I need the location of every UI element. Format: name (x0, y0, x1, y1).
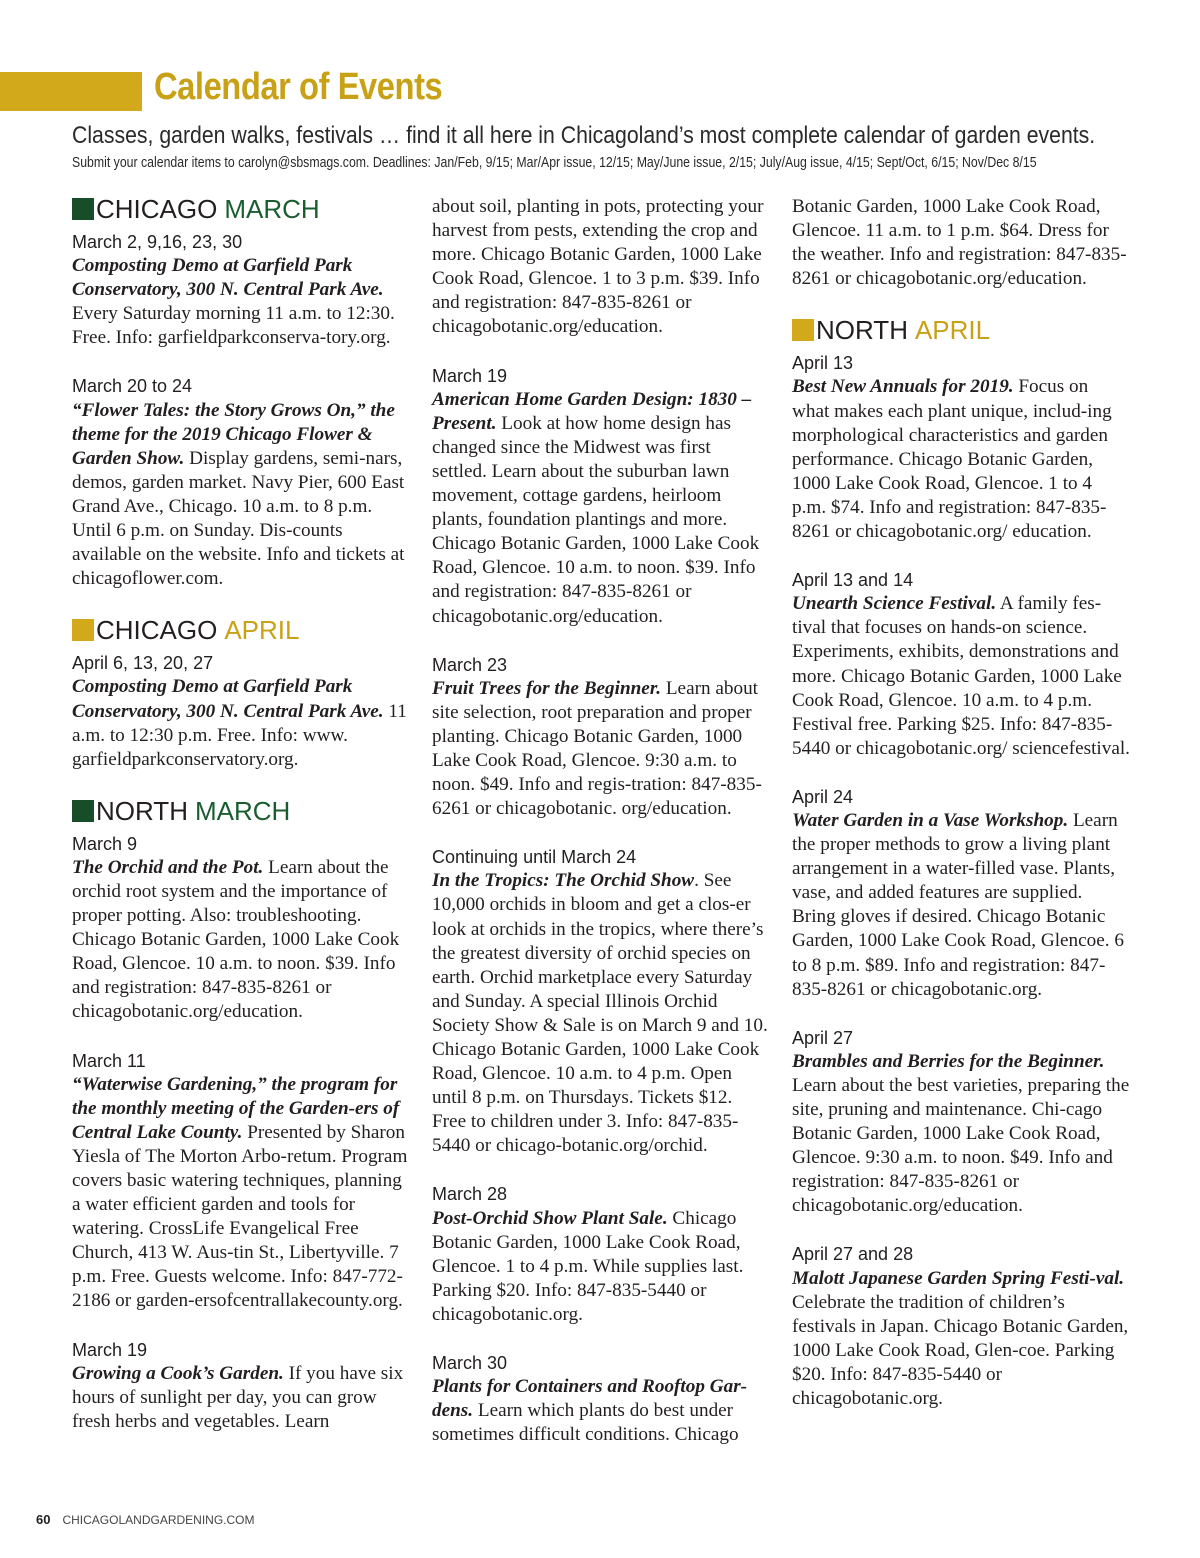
event-text (72, 1073, 410, 1314)
event-body: about soil, planting in pots, protecting your harvest from pests, extending the crop and more. Chicago Botanic Garden, 1000 Lake Cook Road, Glencoe. 1 to 3 p.m. $39. Info and registration: 847-835-8261 or chicagobotanic.org/education. (432, 196, 764, 338)
event-text (792, 592, 1130, 761)
event-title: In the Tropics: The Orchid Show (432, 870, 695, 892)
section-month: APRIL (224, 615, 300, 646)
column-1 (72, 194, 410, 1434)
section-marker-icon (72, 198, 94, 220)
event-text (72, 254, 410, 350)
event-text (432, 677, 770, 822)
section-month: MARCH (194, 795, 291, 826)
event-title: “Flower Tales: the Story Grows On,” the theme for the 2019 Chicago Flower & Garden Show. (72, 399, 395, 469)
event-body: Botanic Garden, 1000 Lake Cook Road, Glencoe. 11 a.m. to 1 p.m. $64. Dress for the weather. Info and registration: 847-835-8261 or chicagobotanic.org/education. (792, 196, 1127, 290)
event-body: Focus on what makes each plant unique, includ-ing morphological characteristics and garden performance. Chicago Botanic Garden, 1000 Lake Cook Road, Glencoe. 1 to 4 p.m. $74. Info and registration: 847-835-8261 or chicagobotanic.org/ education. (792, 376, 1112, 543)
event-body: Learn about the orchid root system and the importance of proper potting. Also: troubleshooting. Chicago Botanic Garden, 1000 Lake Cook Road, Glencoe. 10 a.m. to noon. $39. Info and registration: 847-835-8261 or chicagobotanic.org/education. (72, 856, 400, 1023)
event-item (792, 785, 1130, 1002)
event-title: Brambles and Berries for the Beginner. (792, 1050, 1105, 1072)
event-text (792, 809, 1130, 1002)
event-title: Malott Japanese Garden Spring Festi-val. (792, 1267, 1125, 1289)
event-item (792, 568, 1130, 761)
event-body: Learn about site selection, root preparation and proper planting. Chicago Botanic Garden, 1000 Lake Cook Road, Glencoe. 9:30 a.m. to noon. $49. Info and regis-tration: 847-835-6261 or chicagobotanic. org/education. (432, 677, 762, 820)
event-body: Display gardens, semi-nars, demos, garden market. Navy Pier, 600 East Grand Ave., Chicago. 10 a.m. to 8 p.m. Until 6 p.m. on Sunday. Dis-counts available on the website. Info and tickets at chicagoflower.com. (72, 447, 405, 590)
event-title: The Orchid and the Pot. (72, 856, 264, 878)
event-body: Learn about the best varieties, preparing the site, pruning and maintenance. Chi-cago Botanic Garden, 1000 Lake Cook Road, Glencoe. 9:30 a.m. to noon. $49. Info and registration: 847-835-8261 or chicagobotanic.org/education. (792, 1074, 1130, 1217)
page-title: Calendar of Events (154, 66, 443, 108)
event-text (432, 1207, 770, 1327)
section-month: APRIL (914, 315, 991, 346)
event-item (432, 1351, 770, 1447)
event-body: Chicago Botanic Garden, 1000 Lake Cook Road, Glencoe. 1 to 4 p.m. While supplies last. Parking $20. Info: 847-835-5440 or chicagobotanic.org. (432, 1207, 744, 1325)
event-item (432, 653, 770, 822)
event-date: March 20 to 24 (72, 376, 193, 397)
section-marker-icon (72, 800, 94, 822)
event-text (432, 869, 770, 1158)
event-item (792, 1242, 1130, 1411)
event-item (72, 1338, 410, 1434)
event-body: . See 10,000 orchids in bloom and get a clos-er look at orchids in the tropics, where there’s the greatest diversity of orchid species on earth. Orchid marketplace every Saturday and Sunday. A special Illinois Orchid Society Show & Sale is on March 9 and 10. Chicago Botanic Garden, 1000 Lake Cook Road, Glencoe. 10 a.m. to 4 p.m. Open until 8 p.m. on Thursdays. Tickets $12. Free to children under 3. Info: 847-835-5440 or chicago-botanic.org/orchid. (432, 870, 768, 1157)
event-item (792, 1026, 1130, 1219)
event-text (432, 388, 770, 629)
event-item (72, 1049, 410, 1314)
event-date: March 23 (432, 654, 508, 675)
event-title: Composting Demo at Garfield Park Conservatory, 300 N. Central Park Ave. (72, 255, 384, 301)
section-heading-chicago-april (72, 615, 410, 645)
event-date: April 24 (792, 786, 854, 807)
event-date: March 9 (72, 833, 138, 854)
event-body: Learn the proper methods to grow a living plant arrangement in a water-filled vase. Plants, vase, and added features are supplied. Bring gloves if desired. Chicago Botanic Garden, 1000 Lake Cook Road, Glencoe. 6 to 8 p.m. $89. Info and registration: 847-835-8261 or chicagobotanic.org. (792, 809, 1124, 1000)
section-city: CHICAGO (96, 615, 218, 646)
event-title: Composting Demo at Garfield Park Conservatory, 300 N. Central Park Ave. (72, 676, 384, 722)
event-date: April 13 and 14 (792, 570, 914, 591)
event-item (72, 651, 410, 771)
section-heading-north-april (792, 315, 1130, 345)
section-marker-icon (72, 619, 94, 641)
event-text (792, 1050, 1130, 1219)
event-body: 11 a.m. to 12:30 p.m. Free. Info: www. garfieldparkconservatory.org. (72, 700, 407, 770)
event-item (72, 832, 410, 1025)
event-body: Celebrate the tradition of children’s festivals in Japan. Chicago Botanic Garden, 1000 Lake Cook Road, Glen-coe. Parking $20. Info: 847-835-5440 or chicagobotanic.org. (792, 1291, 1129, 1410)
section-city: CHICAGO (96, 194, 218, 224)
section-heading-chicago-march (72, 194, 410, 224)
event-item (432, 364, 770, 629)
event-item (432, 845, 770, 1158)
section-city: NORTH (816, 315, 908, 346)
event-body: Look at how home design has changed since the Midwest was first settled. Learn about the suburban lawn movement, cottage gardens, heirloom plants, foundation plantings and more. Chicago Botanic Garden, 1000 Lake Cook Road, Glencoe. 10 a.m. to noon. $39. Info and registration: 847-835-8261 or chicagobotanic.org/education. (432, 412, 760, 627)
event-date: April 13 (792, 353, 854, 374)
event-title: Unearth Science Festival. (792, 593, 997, 615)
event-title: Water Garden in a Vase Workshop. (792, 809, 1069, 831)
page-number: 60 (36, 1512, 51, 1527)
event-date: March 19 (72, 1339, 148, 1360)
event-date: April 27 (792, 1027, 854, 1048)
submission-note: Submit your calendar items to carolyn@sbsmags.com. Deadlines: Jan/Feb, 9/15; Mar/Apr issue, 12/15; May/June issue, 2/15; July/Aug issue, 4/15; Sept/Oct, 6/15; Nov/Dec 8/15 (72, 155, 1037, 171)
event-text (72, 399, 410, 592)
event-title: Post-Orchid Show Plant Sale. (432, 1207, 668, 1229)
event-text (72, 675, 410, 771)
footer-site: CHICAGOLANDGARDENING.COM (62, 1513, 255, 1527)
page-footer (36, 1512, 255, 1527)
event-text (432, 1375, 770, 1447)
event-date: March 19 (432, 365, 508, 386)
event-date: April 27 and 28 (792, 1244, 914, 1265)
event-title: Plants for Containers and Rooftop Gar-dens. (432, 1376, 748, 1422)
event-body: Every Saturday morning 11 a.m. to 12:30. Free. Info: garfieldparkconserva-tory.org. (72, 303, 395, 349)
event-date: March 2, 9,16, 23, 30 (72, 232, 243, 252)
event-text (72, 1362, 410, 1434)
event-body: If you have six hours of sunlight per day, you can grow fresh herbs and vegetables. Learn (72, 1362, 404, 1432)
event-text (792, 1267, 1130, 1412)
event-item (72, 374, 410, 591)
event-item (432, 1182, 770, 1327)
section-heading-north-march (72, 796, 410, 826)
event-title: Growing a Cook’s Garden. (72, 1362, 284, 1384)
event-text (792, 375, 1130, 544)
event-item-continued (792, 195, 1130, 291)
event-body: Learn which plants do best under sometimes difficult conditions. Chicago (432, 1400, 739, 1446)
event-title: “Waterwise Gardening,” the program for the monthly meeting of the Garden-ers of Central Lake County. (72, 1073, 400, 1143)
section-marker-icon (792, 319, 814, 341)
event-date: April 6, 13, 20, 27 (72, 653, 214, 674)
section-city: NORTH (96, 795, 188, 826)
event-text (72, 856, 410, 1025)
column-2 (432, 195, 770, 1447)
event-item-continued (432, 195, 770, 340)
event-item (792, 351, 1130, 544)
event-date: Continuing until March 24 (432, 847, 637, 868)
event-title: Best New Annuals for 2019. (792, 376, 1014, 398)
column-3 (792, 195, 1130, 1411)
event-body: A family fes-tival that focuses on hands-on science. Experiments, exhibits, demonstrations and more. Chicago Botanic Garden, 1000 Lake Cook Road, Glencoe. 10 a.m. to 4 p.m. Festival free. Parking $25. Info: 847-835-5440 or chicagobotanic.org/ sciencefestival. (792, 593, 1130, 759)
page-subtitle: Classes, garden walks, festivals … find it all here in Chicagoland’s most complete calendar of garden events. (72, 122, 1096, 149)
section-month: MARCH (224, 194, 320, 224)
event-item (72, 230, 410, 350)
title-accent-bar (0, 72, 142, 111)
event-body: Presented by Sharon Yiesla of The Morton Arbo-retum. Program covers basic watering techniques, planning a water efficient garden and tools for watering. CrossLife Evangelical Free Church, 413 W. Aus-tin St., Libertyville. 7 p.m. Free. Guests welcome. Info: 847-772-2186 or garden-ersofcentrallakecounty.org. (72, 1121, 408, 1312)
event-date: March 28 (432, 1184, 508, 1205)
event-date: March 30 (432, 1353, 508, 1374)
event-title: American Home Garden Design: 1830 – Present. (432, 388, 752, 434)
event-date: March 11 (72, 1050, 146, 1071)
event-title: Fruit Trees for the Beginner. (432, 677, 662, 699)
